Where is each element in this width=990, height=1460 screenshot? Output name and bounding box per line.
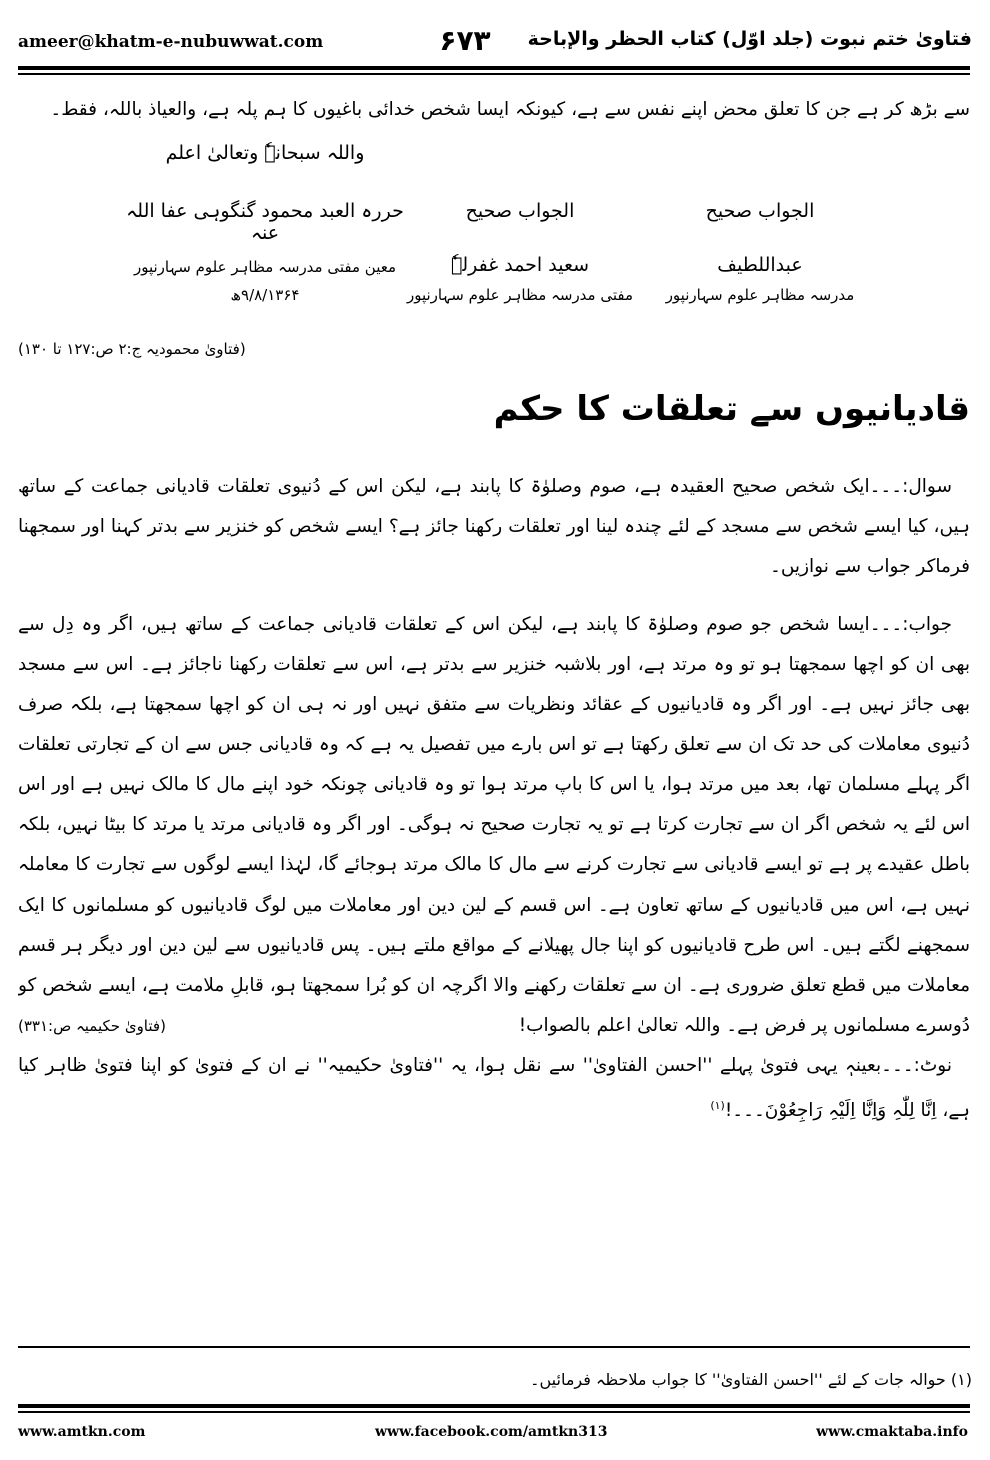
answer-line: اگر پہلے مسلمان تھا، بعد میں مرتد ہوا، یا اس کا باپ مرتد ہوا تو وہ قادیانی چونکہ خود اپنے مال کا مالک نہیں ہے اور اس (18, 774, 970, 795)
book-title: فتاویٰ ختم نبوت (جلد اوّل) کتاب الحظر والإباحة (527, 28, 972, 50)
answer-line: جواب:۔۔۔ایسا شخص جو صوم وصلوٰۃ کا پابند ہے، لیکن اس کے تعلقات قادیانی جماعت کے ساتھ ہیں، اگر وہ دِل سے (18, 614, 952, 635)
answer-line: بھی ان کو اچھا سمجھتا ہو تو وہ مرتد ہے، اور بلاشبہ خنزیر سے بدتر ہے، اس سے تعلقات رکھنا ناجائز ہے۔ اس سے مسجد (18, 654, 970, 675)
signature-1-title: الجواب صحیح (705, 200, 815, 222)
footer-link-cmaktaba[interactable]: www.cmaktaba.info (816, 1424, 968, 1440)
answer-line: بھی جائز نہیں ہے۔ اور اگر وہ قادیانیوں کے عقائد ونظریات سے متفق نہیں اور نہ ہی ان کو اچھا سمجھتا ہے، بلکہ صرف (18, 694, 970, 715)
signature-2-title: الجواب صحیح (465, 200, 575, 222)
answer-line: سمجھنے لگتے ہیں۔ اس طرح قادیانیوں کو اپنا جال پھیلانے کے مواقع ملتے ہیں۔ پس قادیانیوں سے لین دین اور دیگر ہر قسم (18, 935, 970, 956)
answer-line: دُوسرے مسلمانوں پر فرض ہے۔ واللہ تعالیٰ اعلم بالصواب! (518, 1015, 970, 1036)
footer-rule-thick (18, 1404, 970, 1408)
previous-citation: (فتاویٰ محمودیہ ج:۲ ص:۱۲۷ تا ۱۳۰) (18, 340, 246, 358)
signature-3-title: حررہ العبد محمود گنگوہی عفا اللہ عنہ (126, 200, 404, 244)
signature-3-name: معین مفتی مدرسہ مظاہر علوم سہارنپور (133, 258, 396, 276)
question-line: فرماکر جواب سے نوازیں۔ (770, 556, 970, 577)
answer-citation: (فتاویٰ حکیمیہ ص:۳۳۱) (18, 1017, 166, 1035)
header-rule-thin (18, 73, 970, 75)
footnote-rule (18, 1346, 970, 1348)
footnote: (۱) حوالہ جات کے لئے ''احسن الفتاویٰ'' کا جواب ملاحظہ فرمائیں۔ (530, 1370, 972, 1389)
question-line: ہیں، کیا ایسے شخص سے مسجد کے لئے چندہ لینا اور تعلقات رکھنا جائز ہے؟ ایسے شخص کو خنزیر سے بدتر کہنا اور سمجھنا (18, 516, 970, 537)
answer-line: معاملات میں قطع تعلق ضروری ہے۔ ان سے تعلقات رکھنے والا اگرچہ ان کو بُرا سمجھتا ہو، قابلِ ملامت ہے، ایسے شخص کو (18, 975, 970, 996)
answer-line: دُنیوی معاملات کی حد تک ان سے تعلق رکھتا ہے تو اس بارے میں تفصیل یہ ہے کہ وہ قادیانی جس سے ان کے تجارتی تعلقات (18, 734, 970, 755)
page-number: ۶۷۳ (439, 24, 491, 57)
signature-1-role: مدرسہ مظاہر علوم سہارنپور (665, 286, 855, 304)
question-line: سوال:۔۔۔ایک شخص صحیح العقیدہ ہے، صوم وصلوٰۃ کا پابند ہے، لیکن اس کے دُنیوی تعلقات قادیانی جماعت کے ساتھ (18, 476, 952, 497)
header-email: ameer@khatm-e-nubuwwat.com (18, 32, 324, 52)
footnote-marker: (۱) (710, 1099, 725, 1112)
answer-line: اس لئے یہ شخص اگر ان سے تجارت کرتا ہے تو یہ تجارت صحیح نہ ہوگی۔ اور اگر وہ قادیانی مرتد یا مرتد کا بیٹا نہیں، بلکہ (18, 814, 970, 835)
note-line: نوٹ:۔۔۔بعینہٖ یہی فتویٰ پہلے ''احسن الفتاویٰ'' سے نقل ہوا، یہ ''فتاویٰ حکیمیہ'' نے ان کے فتویٰ کو اپنا فتویٰ ظاہر کیا (18, 1055, 952, 1076)
footer-rule-thin (18, 1411, 970, 1413)
wallahu-alam: واللہ سبحانہٗ وتعالیٰ اعلم (165, 142, 365, 164)
header-rule-thick (18, 66, 970, 70)
answer-line: نہیں ہے، اس میں قادیانیوں کے ساتھ تعاون ہے۔ اس قسم کے لین دین اور معاملات میں لوگ قادیانیوں کو مسلمانوں کا ایک (18, 895, 970, 916)
note-line-text: ہے، اِنَّا لِلّٰہِ وَاِنَّا اِلَیْہِ رَاجِعُوْنَ۔۔۔! (724, 1100, 970, 1122)
signature-3-date: ۹/۸/۱۳۶۴ھ (230, 286, 300, 304)
signature-2-name: سعید احمد غفرلہٗ (450, 254, 590, 276)
note-line-2 (18, 1086, 970, 1126)
answer-line: باطل عقیدے پر ہے تو ایسے قادیانی سے تجارت کرنے سے مال کا مالک مرتد ہوجائے گا، لہٰذا ایسے لوگوں سے تجارت کا معاملہ (18, 854, 970, 875)
previous-closing-line: سے بڑھ کر ہے جن کا تعلق محض اپنے نفس سے ہے، کیونکہ ایسا شخص خدائی باغیوں کا ہم پلہ ہے، والعیاذ باللہ، فقط۔ (50, 99, 970, 120)
section-heading: قادیانیوں سے تعلقات کا حکم (493, 389, 970, 429)
signature-1-name: عبداللطیف (717, 254, 803, 276)
signature-2-role: مفتی مدرسہ مظاہر علوم سہارنپور (406, 286, 634, 304)
footer-link-amtkn[interactable]: www.amtkn.com (18, 1424, 146, 1440)
footer-link-facebook[interactable]: www.facebook.com/amtkn313 (375, 1424, 608, 1440)
